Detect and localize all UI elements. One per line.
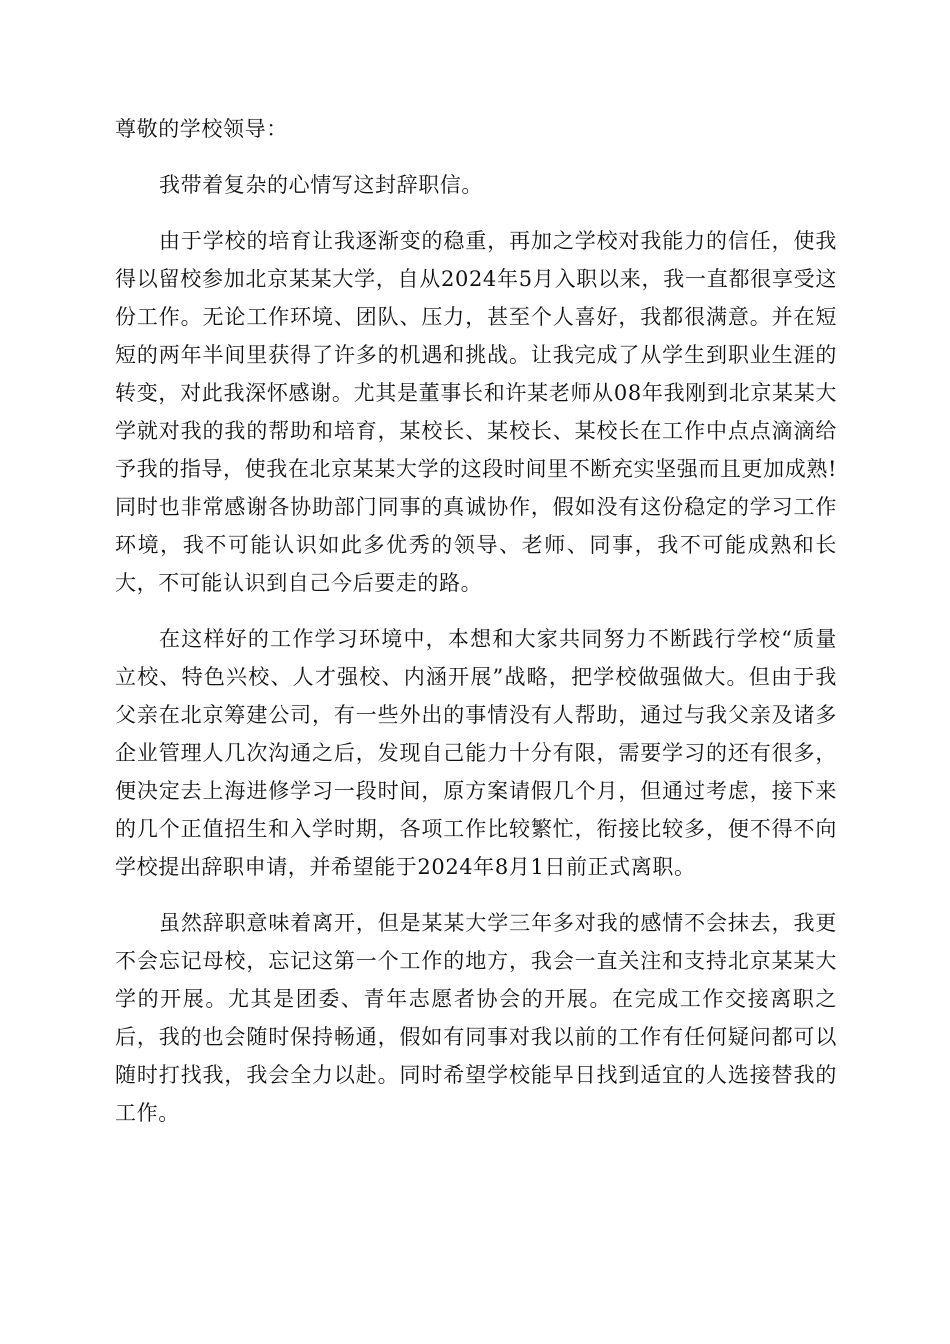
paragraph-gratitude: 由于学校的培育让我逐渐变的稳重，再加之学校对我能力的信任，使我得以留校参加北京某某大学，自从2024年5月入职以来，我一直都很享受这份工作。无论工作环境、团队、压力，甚至个人喜好，我都很满意。并在短短的两年半间里获得了许多的机遇和挑战。让我完成了从学生到职业生涯的转变，对此我深怀感谢。尤其是董事长和许某老师从08年我刚到北京某某大学就对我的我的帮助和培育，某校长、某校长、某校长在工作中点点滴滴给予我的指导，使我在北京某某大学的这段时间里不断充实坚强而且更加成熟!同时也非常感谢各协助部门同事的真诚协作，假如没有这份稳定的学习工作环境，我不可能认识如此多优秀的领导、老师、同事，我不可能成熟和长大，不可能认识到自己今后要走的路。	[115, 229, 837, 595]
paragraph-opening: 我带着复杂的心情写这封辞职信。	[159, 173, 483, 197]
resignation-letter	[115, 110, 837, 1150]
paragraph-reason: 在这样好的工作学习环境中，本想和大家共同努力不断践行学校“质量立校、特色兴校、人才强校、内涵开展”战略，把学校做强做大。但由于我父亲在北京筹建公司，有一些外出的事情没有人帮助，通过与我父亲及诸多企业管理人几次沟通之后，发现自己能力十分有限，需要学习的还有很多，便决定去上海进修学习一段时间，原方案请假几个月，但通过考虑，接下来的几个正值招生和入学时期，各项工作比较繁忙，衔接比较多，便不得不向学校提出辞职申请，并希望能于2024年8月1日前正式离职。	[115, 627, 837, 879]
salutation: 尊敬的学校领导：	[115, 117, 288, 141]
paragraph-closing: 虽然辞职意味着离开，但是某某大学三年多对我的感情不会抹去，我更不会忘记母校，忘记这第一个工作的地方，我会一直关注和支持北京某某大学的开展。尤其是团委、青年志愿者协会的开展。在完成工作交接离职之后，我的也会随时保持畅通，假如有同事对我以前的工作有任何疑问都可以随时打找我，我会全力以赴。同时希望学校能早日找到适宜的人选接替我的工作。	[115, 911, 837, 1125]
